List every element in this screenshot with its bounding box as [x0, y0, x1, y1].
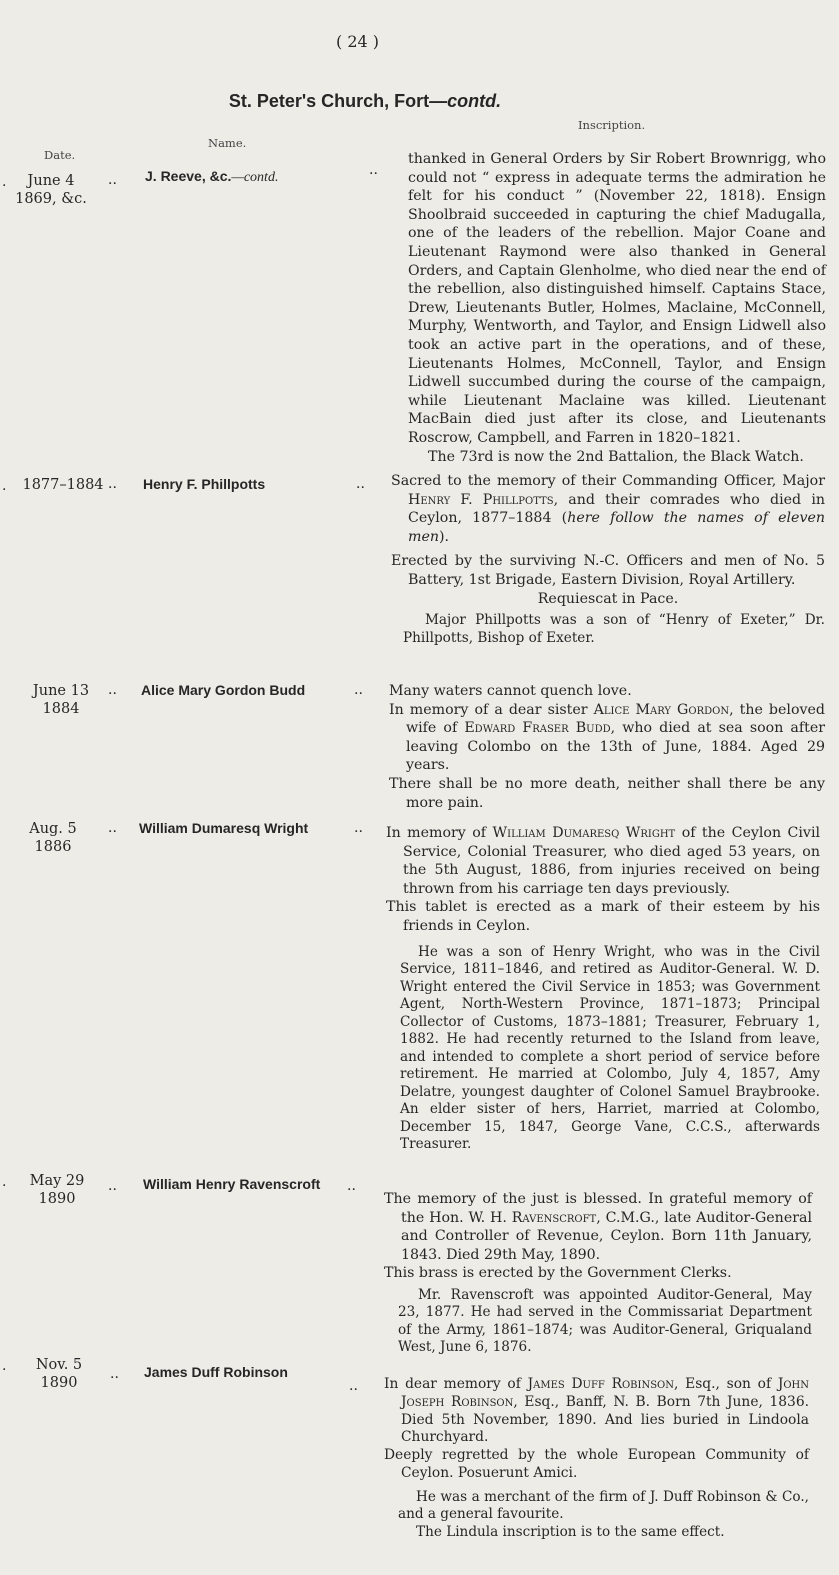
- entry-inscription: Sacred to the memory of their Commanding Officer, Major Henry F. Phillpotts, and their comrades who died in Ceylon, 1877–1884 (here follow the names of eleven men). Erected by the surviving N.-C. Officers and men of No. 5 Battery, 1st Brigade, Eastern Division, Royal Artillery. Requiescat in Pace. Major Phillpotts was a son of “Henry of Exeter,” Dr. Phillpotts, Bishop of Exeter.: [391, 473, 825, 646]
- entry-name: Alice Mary Gordon Budd: [141, 682, 306, 698]
- entry-name: William Dumaresq Wright: [139, 820, 309, 836]
- entry-inscription: The memory of the just is blessed. In grateful memory of the Hon. W. H. Ravenscroft, C.M.G., late Auditor-General and Controller of Revenue, Ceylon. Born 11th January, 1843. Died 29th May, 1890. This brass is erected by the Government Clerks. Mr. Ravenscroft was appointed Auditor-General, May 23, 1877. He had served in the Commissariat Department of the Army, 1861–1874; was Auditor-General, Griqualand West, June 6, 1876.: [384, 1191, 812, 1356]
- entry-date: Aug. 5 1886: [29, 821, 77, 855]
- entry-name: James Duff Robinson: [144, 1364, 288, 1380]
- entry-date: May 29 1890: [29, 1173, 85, 1207]
- entry-name: J. Reeve, &c.—contd.: [145, 168, 279, 185]
- entry-name: William Henry Ravenscroft: [143, 1176, 321, 1192]
- title-suffix: —contd.: [429, 91, 502, 111]
- entry-inscription: thanked in General Orders by Sir Robert Brownrigg, who could not “ express in adequate terms the admiration he felt for his conduct ” (November 22, 1818). Ensign Shoolbraid succeeded in capturing the chief Madugalla, one of the leaders of the rebellion. Major Coane and Lieutenant Raymond were also thanked in General Orders, and Captain Glenholme, who died near the end of the rebellion, also distinguished himself. Captains Stace, Drew, Lieutenants Butler, Holmes, Maclaine, McConnell, Murphy, Wentworth, and Taylor, and Ensign Lidwell also took an active part in the operations, and of these, Lieutenants Holmes, McConnell, Taylor, and Ensign Lidwell succumbed during the course of the campaign, while Lieutenant Maclaine was killed. Lieutenant MacBain died just after its close, and Lieutenants Roscrow, Campbell, and Farren in 1820–1821. The 73rd is now the 2nd Battalion, the Black Watch.: [408, 151, 826, 465]
- entry-date: Nov. 5 1890: [35, 1357, 83, 1391]
- entry-date: June 13 1884: [32, 683, 90, 717]
- entry-date: 1877–1884: [22, 477, 104, 493]
- entry-inscription: In memory of William Dumaresq Wright of the Ceylon Civil Service, Colonial Treasurer, who died aged 53 years, on the 5th August, 1886, from injuries received on being thrown from his carriage ten days previously. This tablet is erected as a mark of their esteem by his friends in Ceylon. He was a son of Henry Wright, who was in the Civil Service, 1811–1846, and retired as Auditor-General. W. D. Wright entered the Civil Service in 1853; was Government Agent, North-Western Province, 1871–1873; Principal Collector of Customs, 1873–1881; Treasurer, February 1, 1882. He had recently returned to the Island from leave, and intended to complete a short period of service before retirement. He married at Colombo, July 4, 1857, Amy Delatre, youngest daughter of Colonel Samuel Braybrooke. An elder sister of hers, Harriet, married at Colombo, December 15, 1847, George Vane, C.C.S., afterwards Treasurer.: [386, 825, 821, 1153]
- name-column-header: Name.: [208, 136, 247, 150]
- date-column-header: Date.: [44, 148, 76, 162]
- entry-date: June 4 1869, &c.: [15, 173, 87, 207]
- entry-inscription: Many waters cannot quench love. In memory of a dear sister Alice Mary Gordon, the beloved wife of Edward Fraser Budd, who died at sea soon after leaving Colombo on the 13th of June, 1884. Aged 29 years. There shall be no more death, neither shall there be any more pain.: [389, 683, 826, 811]
- inscription-column-header: Inscription.: [578, 118, 646, 132]
- title-main: St. Peter's Church, Fort: [228, 91, 430, 111]
- entry-inscription: In dear memory of James Duff Robinson, Esq., son of John Joseph Robinson, Esq., Banff, N. B. Born 7th June, 1836. Died 5th November, 1890. And lies buried in Lindoola Churchyard. Deeply regretted by the whole European Community of Ceylon. Posuerunt Amici. He was a merchant of the firm of J. Duff Robinson & Co., and a general favourite. The Lindula inscription is to the same effect.: [384, 1376, 810, 1540]
- page-number: ( 24 ): [335, 32, 379, 51]
- entry-name: Henry F. Phillpotts: [143, 476, 266, 492]
- page-title: [0, 91, 730, 112]
